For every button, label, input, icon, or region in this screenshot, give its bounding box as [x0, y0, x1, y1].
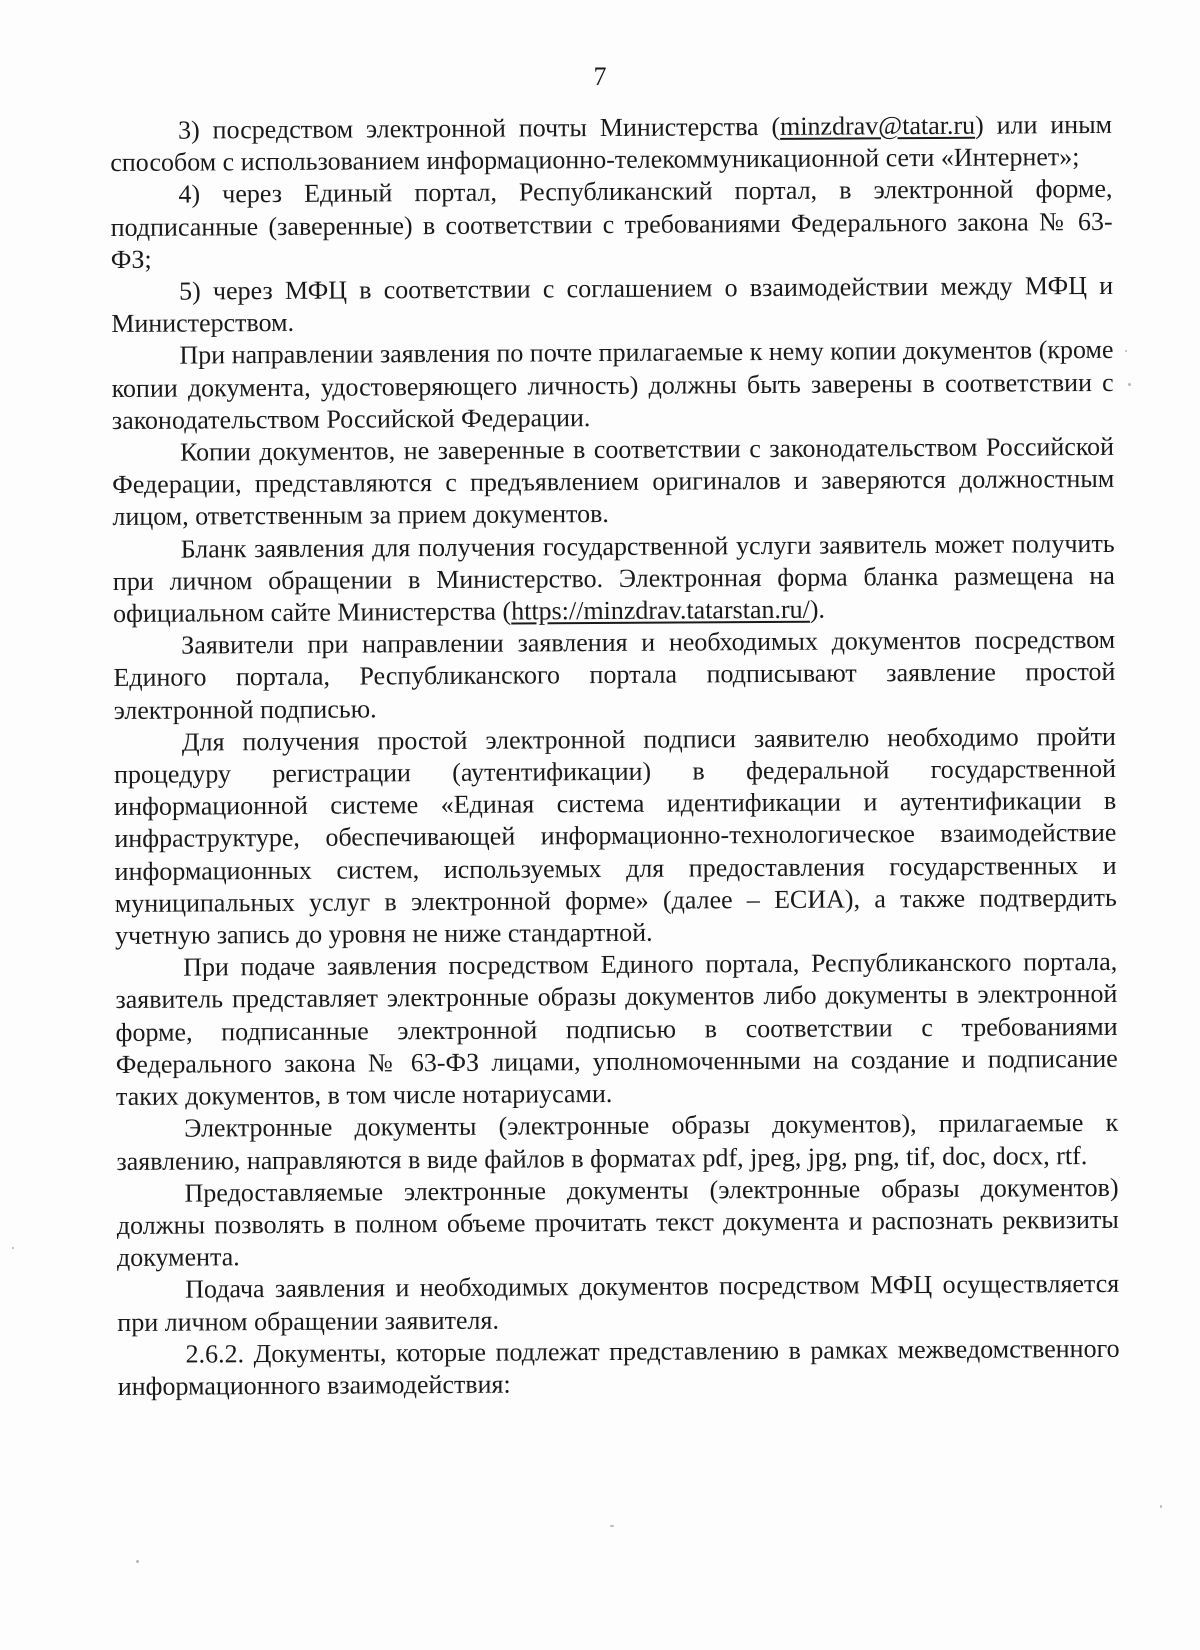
paragraph-item-4-portal: 4) через Единый портал, Республиканский портал, в электронной форме, подписанные (заверенные) в соответствии с требованиями Федерального закона № 63-ФЗ;	[110, 174, 1113, 274]
paragraph-electronic-images: При подаче заявления посредством Единого портала, Республиканского портала, заявитель представляет электронные образы документов либо документы в электронной форме, подписанные электронной подписью в соответствии с требованиями Федерального закона № 63-ФЗ лицами, уполномоченными на создание и подписание таких документов, в том числе нотариусами.	[115, 947, 1118, 1112]
scan-speck	[1125, 350, 1127, 352]
page-number: 7	[593, 62, 607, 91]
paragraph-esia-registration: Для получения простой электронной подписи заявителю необходимо пройти процедуру регистрации (аутентификации) в федеральной государственной информационной системе «Единая система идентификации и аутентификации в инфраструктуре, обеспечивающей информационно-технологическое взаимодействие информационных систем, используемых для предоставления государственных и муниципальных услуг в электронной форме» (далее – ЕСИА), а также подтвердить учетную запись до уровня не ниже стандартной.	[113, 721, 1117, 951]
paragraph-section-2-6-2: 2.6.2. Документы, которые подлежат представлению в рамках межведомственного информационного взаимодействия:	[117, 1333, 1120, 1401]
paragraph-unverified-copies: Копии документов, не заверенные в соответствии с законодательством Российской Федерации, представляются с предъявлением оригиналов и заверяются должностным лицом, ответственным за прием документов.	[112, 431, 1115, 532]
scan-speck	[1128, 383, 1131, 386]
document-body	[110, 109, 1120, 1403]
paragraph-simple-signature: Заявители при направлении заявления и необходимых документов посредством Единого портала, Республиканского портала подписывают заявление простой электронной подписью.	[113, 625, 1116, 725]
paragraph-item-5-mfc: 5) через МФЦ в соответствии с соглашением о взаимодействии между МФЦ и Министерством.	[111, 270, 1114, 339]
paragraph-mail-copies: При направлении заявления по почте прилагаемые к нему копии документов (кроме копии документа, удостоверяющего личность) должны быть заверены в соответствии с законодательством Российской Федерации.	[111, 335, 1114, 435]
paragraph-readability: Предоставляемые электронные документы (электронные образы документов) должны позволять в полном объеме прочитать текст документа и распознать реквизиты документа.	[116, 1172, 1119, 1273]
scan-speck	[610, 1525, 614, 1527]
email-link[interactable]: minzdrav@tatar.ru	[779, 110, 976, 141]
scan-speck	[136, 1560, 139, 1563]
scan-speck	[12, 1247, 14, 1249]
paragraph-file-formats: Электронные документы (электронные образы документов), прилагаемые к заявлению, направляются в виде файлов в форматах pdf, jpeg, jpg, png, tif, doc, docx, rtf.	[116, 1108, 1119, 1176]
paragraph-text: Бланк заявления для получения государственной услуги заявитель может получить при личном обращении в Министерство. Электронная форма бланка размещена на официальном сайте Министерства (	[112, 528, 1115, 629]
paragraph-mfc-submission: Подача заявления и необходимых документов посредством МФЦ осуществляется при личном обращении заявителя.	[117, 1269, 1120, 1337]
scan-speck	[1160, 1505, 1162, 1508]
paragraph-text: ).	[809, 594, 826, 624]
paragraph-text: 3) посредством электронной почты Министерства (	[178, 111, 781, 145]
paragraph-text: ) или иным способом с использованием информационно-телекоммуникационной сети «Интернет»;	[110, 109, 1113, 178]
paragraph-application-form	[113, 528, 1116, 631]
website-link[interactable]: https://minzdrav.tatarstan.ru/	[511, 594, 810, 626]
paragraph-item-3-email	[110, 109, 1112, 180]
